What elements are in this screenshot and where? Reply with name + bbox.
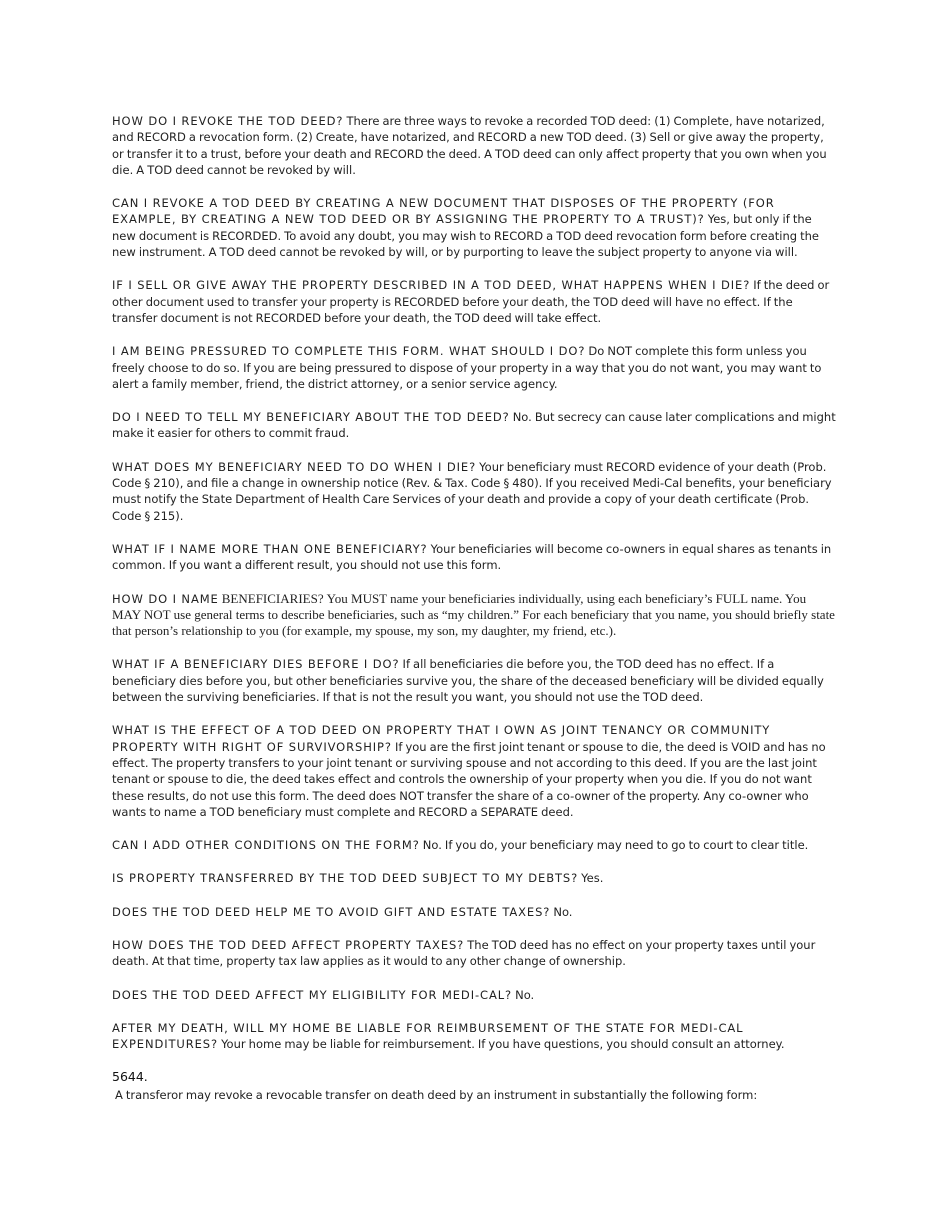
faq-question: IF I SELL OR GIVE AWAY THE PROPERTY DESCRIBED IN A TOD DEED, WHAT HAPPENS WHEN I DIE? <box>112 278 751 293</box>
faq-question: WHAT IS THE EFFECT OF A TOD DEED ON PROPERTY THAT I OWN AS JOINT TENANCY OR COMMUNITY PROPERTY WITH RIGHT OF SURVIVORSHIP? <box>112 723 771 754</box>
faq-question: WHAT IF I NAME MORE THAN ONE BENEFICIARY? <box>112 541 428 556</box>
faq-question: HOW DO I REVOKE THE TOD DEED? <box>112 114 344 128</box>
faq-item-medi-cal-reimbursement <box>112 1020 838 1053</box>
faq-answer: No. If you do, your beneficiary may need to go to court to clear title. <box>422 838 809 853</box>
faq-item-beneficiary-duties <box>112 459 838 524</box>
faq-question: HOW DO I NAME <box>112 591 219 606</box>
faq-item-multiple-beneficiaries <box>112 541 838 574</box>
faq-question: DOES THE TOD DEED HELP ME TO AVOID GIFT AND ESTATE TAXES? <box>112 904 551 919</box>
faq-answer: Do NOT complete this form unless you freely choose to do so. If you are being pressured to dispose of your property in a way that you do not want, you may want to alert a family member, friend, the district attorney, or a senior service agency. <box>112 344 822 391</box>
faq-item-medi-cal-eligibility <box>112 987 838 1003</box>
faq-question: I AM BEING PRESSURED TO COMPLETE THIS FORM. WHAT SHOULD I DO? <box>112 344 586 359</box>
faq-answer: You MUST name your beneficiaries individually, using each beneficiary’s FULL name. You MAY NOT use general terms to describe beneficiaries, such as “my children.” For each beneficiary that you name, you should briefly state that person’s relationship to you (for example, my spouse, my son, my daughter, my friend, etc.). <box>112 590 835 639</box>
faq-answer: Your home may be liable for reimbursement. If you have questions, you should consult an attorney. <box>221 1037 785 1052</box>
faq-answer: If you are the first joint tenant or spouse to die, the deed is VOID and has no effect. The property transfers to your joint tenant or surviving spouse and not according to this deed. If you are the last joint tenant or spouse to die, the deed takes effect and controls the ownership of your property when you die. If you do not want these results, do not use this form. The deed does NOT transfer the share of a co-owner of the property. Any co-owner who wants to name a TOD beneficiary must complete and RECORD a SEPARATE deed. <box>112 739 826 819</box>
document-page <box>112 113 838 1103</box>
faq-answer: Yes, but only if the new document is RECORDED. To avoid any doubt, you may wish to RECORD a TOD deed revocation form before creating the new instrument. A TOD deed cannot be revoked by will, or by purporting to leave the subject property to anyone via will. <box>112 212 819 260</box>
faq-answer: No. <box>515 987 535 1002</box>
faq-answer: Yes. <box>581 871 604 886</box>
faq-question: IS PROPERTY TRANSFERRED BY THE TOD DEED SUBJECT TO MY DEBTS? <box>112 871 579 886</box>
faq-answer: If all beneficiaries die before you, the TOD deed has no effect. If a beneficiary dies before you, but other beneficiaries survive you, the share of the deceased beneficiary will be divided equally between the surviving beneficiaries. If that is not the result you want, you should not use the TOD deed. <box>112 657 824 705</box>
faq-question: WHAT IF A BENEFICIARY DIES BEFORE I DO? <box>112 657 400 672</box>
faq-item-property-taxes <box>112 937 838 970</box>
faq-answer: No. <box>553 904 573 919</box>
faq-item-debts <box>112 870 838 886</box>
faq-item-name-beneficiaries <box>112 591 838 640</box>
faq-question: AFTER MY DEATH, WILL MY HOME BE LIABLE FOR REIMBURSEMENT OF THE STATE FOR MEDI-CAL EXPENDITURES? <box>112 1020 744 1052</box>
faq-item-other-conditions <box>112 837 838 853</box>
faq-answer: If the deed or other document used to transfer your property is RECORDED before your death, the TOD deed will have no effect. If the transfer document is not RECORDED before your death, the TOD deed will take effect. <box>112 278 830 325</box>
faq-question: WHAT DOES MY BENEFICIARY NEED TO DO WHEN I DIE? <box>112 459 477 474</box>
faq-item-revoke <box>112 113 838 178</box>
faq-answer: The TOD deed has no effect on your property taxes until your death. At that time, property tax law applies as it would to any other change of ownership. <box>112 937 816 969</box>
section-number: 5644. <box>112 1069 148 1085</box>
faq-item-sell-property <box>112 277 838 326</box>
faq-item-gift-estate-taxes <box>112 904 838 920</box>
faq-answer: Your beneficiaries will become co-owners in equal shares as tenants in common. If you want a different result, you should not use this form. <box>112 541 832 573</box>
section-intro: A transferor may revoke a revocable transfer on death deed by an instrument in substantially the following form: <box>115 1088 758 1103</box>
faq-question: DO I NEED TO TELL MY BENEFICIARY ABOUT THE TOD DEED? <box>112 410 510 425</box>
faq-answer: No. But secrecy can cause later complications and might make it easier for others to commit fraud. <box>112 410 836 441</box>
faq-item-new-document <box>112 195 838 260</box>
faq-item-tell-beneficiary <box>112 409 838 442</box>
faq-question: DOES THE TOD DEED AFFECT MY ELIGIBILITY FOR MEDI-CAL? <box>112 987 513 1002</box>
faq-question: HOW DOES THE TOD DEED AFFECT PROPERTY TAXES? <box>112 937 465 952</box>
faq-question: CAN I REVOKE A TOD DEED BY CREATING A NEW DOCUMENT THAT DISPOSES OF THE PROPERTY (FOR EXAMPLE, BY CREATING A NEW TOD DEED OR BY ASSIGNING THE PROPERTY TO A TRUST)? <box>112 196 775 227</box>
faq-question-continued: BENEFICIARIES? <box>221 590 324 606</box>
faq-item-joint-tenancy <box>112 722 838 820</box>
faq-item-beneficiary-dies <box>112 656 838 705</box>
faq-answer: Your beneficiary must RECORD evidence of your death (Prob. Code § 210), and file a change in ownership notice (Rev. & Tax. Code § 480). If you received Medi-Cal benefits, your beneficiary must notify the State Department of Health Care Services of your death and provide a copy of your death certificate (Prob. Code § 215). <box>112 459 832 523</box>
faq-item-pressured <box>112 343 838 392</box>
faq-answer: There are three ways to revoke a recorded TOD deed: (1) Complete, have notarized, and RECORD a revocation form. (2) Create, have notarized, and RECORD a new TOD deed. (3) Sell or give away the property, or transfer it to a trust, before your death and RECORD the deed. A TOD deed can only affect property that you own when you die. A TOD deed cannot be revoked by will. <box>112 114 827 177</box>
faq-question: CAN I ADD OTHER CONDITIONS ON THE FORM? <box>112 838 420 853</box>
